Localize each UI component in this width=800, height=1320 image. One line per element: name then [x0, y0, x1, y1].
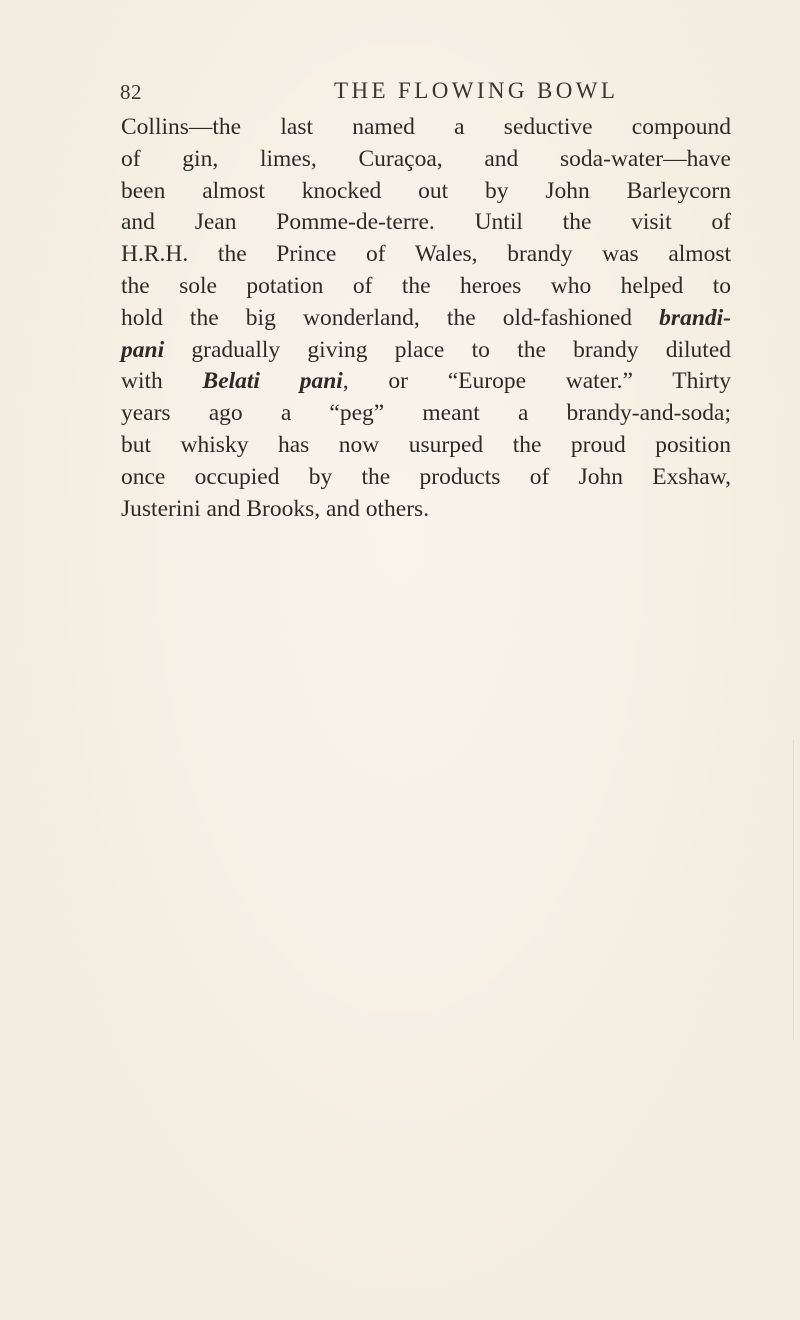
text-line-7-plain: hold the big wonderland, the old-fashioned — [121, 304, 633, 331]
page-number: 82 — [120, 80, 142, 104]
text-line-10: years ago a “peg” meant a brandy-and-soda; — [121, 400, 731, 427]
text-line-5: H.R.H. the Prince of Wales, brandy was almost — [121, 241, 731, 268]
text-line-4: and Jean Pomme-de-terre. Until the visit of — [121, 209, 731, 236]
text-line-9-start: with — [121, 368, 163, 395]
text-line-12: once occupied by the products of John Exshaw, — [121, 463, 731, 490]
body-paragraph — [121, 112, 731, 525]
italic-pani: pani — [121, 336, 165, 363]
text-line-6: the sole potation of the heroes who helped to — [121, 272, 731, 299]
text-line-2: of gin, limes, Curaçoa, and soda-water—have — [121, 145, 731, 172]
text-line-8-rest: gradually giving place to the brandy diluted — [164, 336, 731, 363]
text-line-8 — [121, 335, 731, 367]
running-head — [0, 74, 800, 114]
text-line-11: but whisky has now usurped the proud position — [121, 431, 731, 458]
text-line-3: been almost knocked out by John Barleycorn — [121, 177, 731, 204]
text-line-9-rest: or “Europe water.” Thirty — [388, 368, 731, 395]
italic-brandi: brandi- — [659, 304, 731, 331]
text-line-7 — [121, 303, 731, 335]
page-edge-shadow — [793, 740, 794, 1040]
text-line-13: Justerini and Brooks, and others. — [121, 495, 430, 522]
italic-belati-pani: Belati pani — [202, 368, 343, 395]
text-line-9: with Belati pani, or “Europe water.” Thirty — [121, 368, 731, 395]
text-line-1: Collins—the last named a seductive compound — [121, 114, 731, 140]
running-head-title: THE FLOWING BOWL — [334, 78, 619, 103]
